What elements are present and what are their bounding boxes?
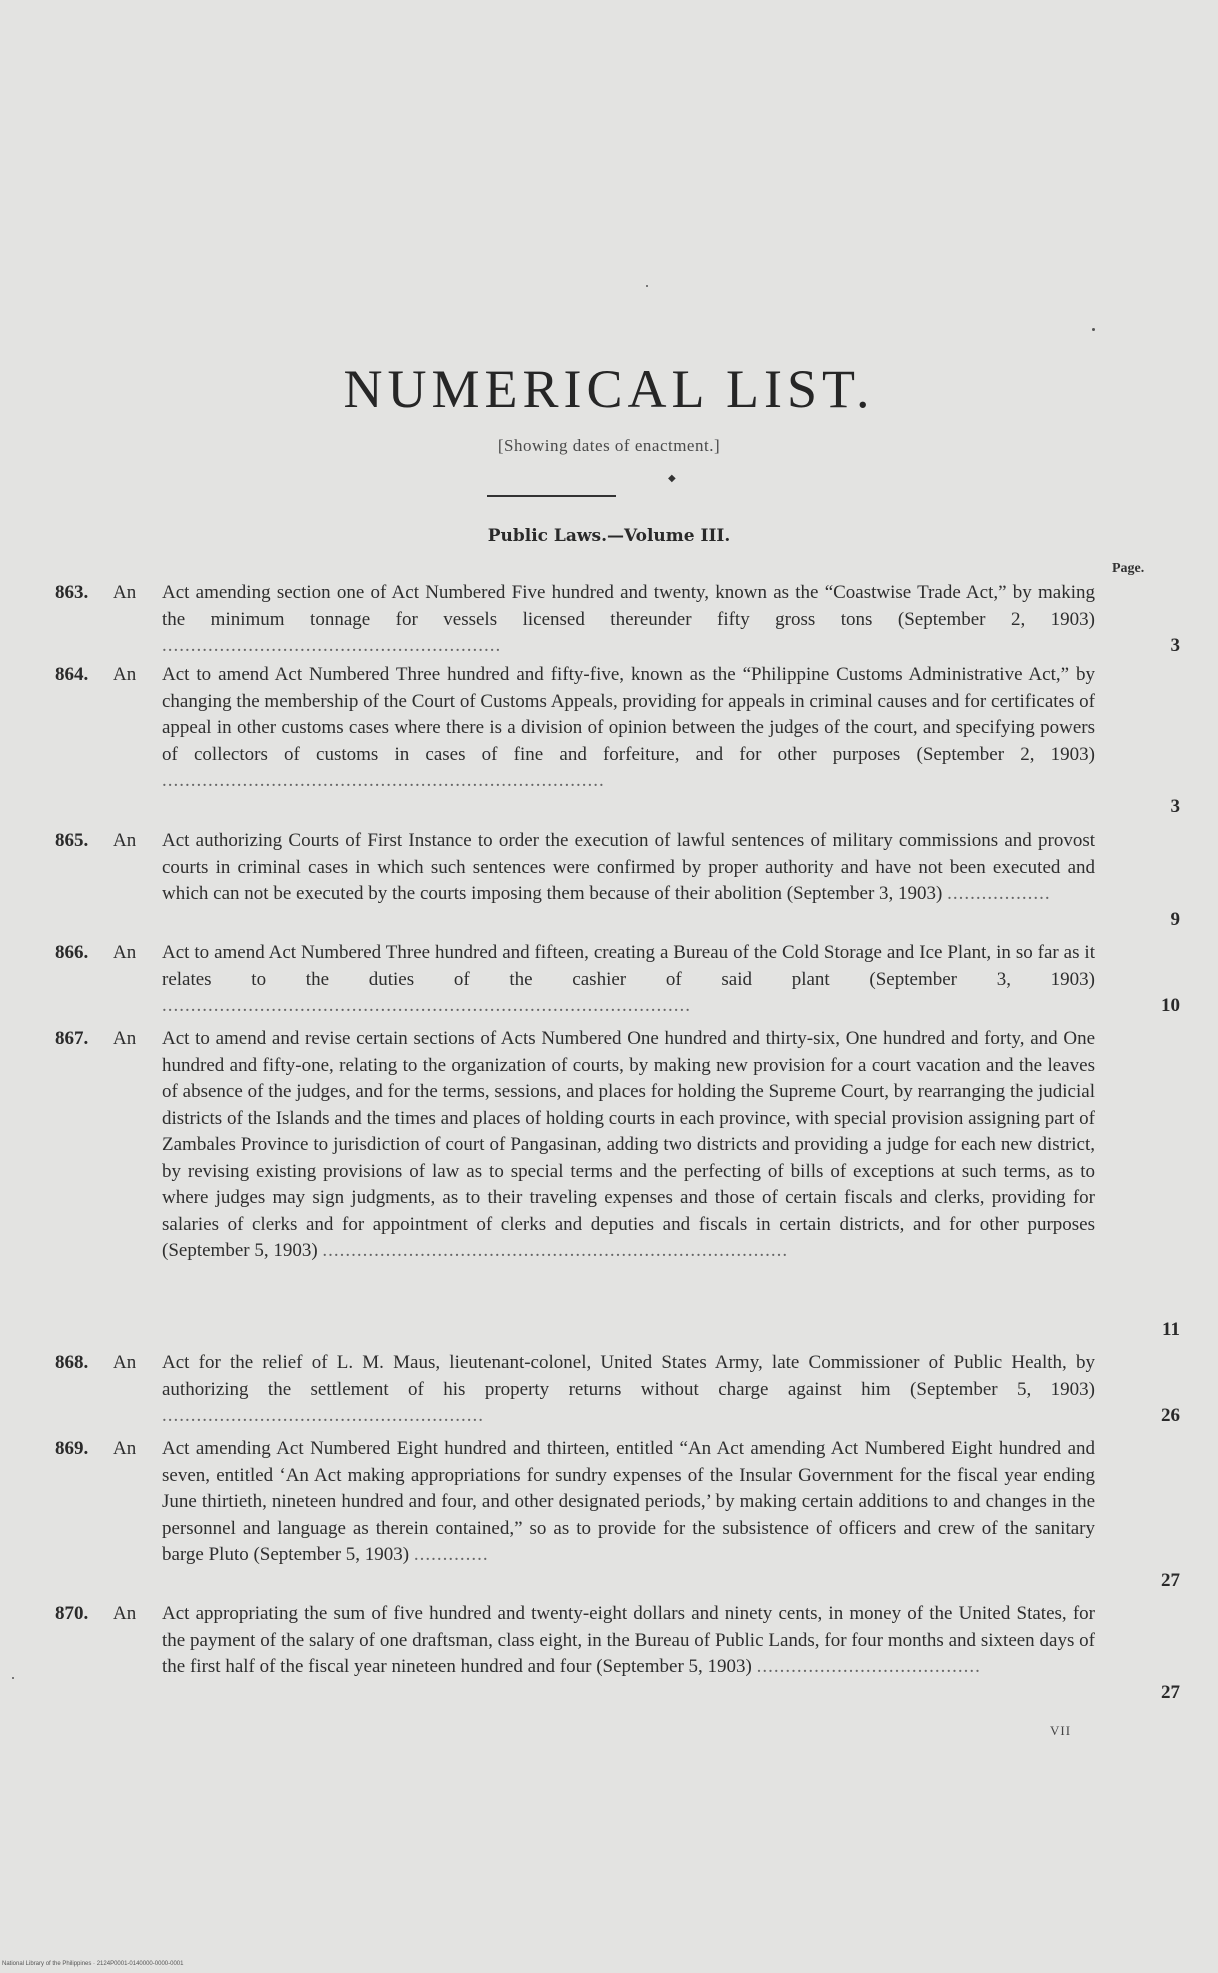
section-heading: Public Laws.—Volume III. [487, 526, 731, 546]
ornament-mark: ◆ [668, 473, 676, 484]
act-description: Act to amend and revise certain sections of Acts Numbered One hundred and thirty-six, One hundred and forty, and One hundred and fifty-one, relating to the organization of courts, by making new provision for a court vacation and the leaves of absence of the judges, and for the terms, sessions, and places for holding the Supreme Court, by rearranging the judicial districts of the Islands and the times and places of holding courts in each province, with special provision assigning part of Zambales Province to jurisdiction of court of Pangasinan, adding two districts and providing a judge for each new district, by revising existing provisions of law as to special terms and the perfecting of bills of exceptions at such terms, as to where judges may sign judgments, as to their traveling expenses and those of certain fiscals and clerks, providing for salaries of clerks and for appointment of clerks and deputies and fiscals in certain districts, and for other purposes (September 5, 1903) ................................................................................. [162, 1028, 1095, 1261]
divider-rule [487, 495, 616, 497]
footer-credit: National Library of the Philippines · 2124P0001-0140000-0000-0001 [2, 1961, 184, 1967]
act-lead-word: An [113, 830, 137, 851]
act-number: 863. [55, 582, 89, 603]
act-lead-word: An [113, 1603, 137, 1624]
scan-speck [1092, 328, 1095, 331]
page-column-label: Page. [1112, 561, 1145, 576]
page-number: 26 [1161, 1405, 1180, 1426]
folio-number: VII [1050, 1723, 1072, 1738]
page-number: 27 [1161, 1682, 1180, 1703]
act-number: 868. [55, 1352, 89, 1373]
page-number: 3 [1170, 635, 1180, 656]
page-number: 11 [1162, 1319, 1180, 1340]
act-number: 869. [55, 1438, 89, 1459]
act-description: Act amending section one of Act Numbered Five hundred and twenty, known as the “Coastwise Trade Act,” by making the minimum tonnage for vessels licensed thereunder fifty gross tons (September 2, 1903) ........................................................... [162, 582, 1095, 656]
act-description: Act authorizing Courts of First Instance to order the execution of lawful sentences of military commissions and provost courts in criminal cases in which such sentences were confirmed by proper authority and have not been executed and which can not be executed by the courts imposing them because of their abolition (September 3, 1903) .................. [162, 830, 1095, 904]
act-lead-word: An [113, 582, 137, 603]
act-lead-word: An [113, 1352, 137, 1373]
act-lead-word: An [113, 1438, 137, 1459]
act-description: Act appropriating the sum of five hundred and twenty-eight dollars and ninety cents, in money of the United States, for the payment of the salary of one draftsman, class eight, in the Bureau of Public Lands, for four months and sixteen days of the first half of the fiscal year nineteen hundred and four (September 5, 1903) ....................................... [162, 1603, 1095, 1677]
scan-speck [12, 1677, 14, 1679]
page-number: 10 [1161, 995, 1180, 1016]
act-number: 864. [55, 664, 89, 685]
act-description: Act to amend Act Numbered Three hundred and fifteen, creating a Bureau of the Cold Storage and Ice Plant, in so far as it relates to the duties of the cashier of said plant (September 3, 1903) ............................................................................................ [162, 942, 1095, 1016]
page-title: NUMERICAL LIST. [343, 359, 875, 419]
page-number: 27 [1161, 1570, 1180, 1591]
act-description: Act amending Act Numbered Eight hundred and thirteen, entitled “An Act amending Act Numbered Eight hundred and seven, entitled ‘An Act making appropriations for sundry expenses of the Insular Government for the fiscal year ending June thirtieth, nineteen hundred and four, and other designated periods,’ by making certain additions to and changes in the personnel and language as therein contained,” so as to provide for the subsistence of officers and crew of the sanitary barge Pluto (September 5, 1903) ............. [162, 1438, 1095, 1565]
act-description: Act for the relief of L. M. Maus, lieutenant-colonel, United States Army, late Commissioner of Public Health, by authorizing the settlement of his property returns without charge against him (September 5, 1903) ........................................................ [162, 1352, 1095, 1426]
scan-speck [646, 285, 648, 287]
act-lead-word: An [113, 1028, 137, 1049]
page-number: 3 [1170, 796, 1180, 817]
act-number: 870. [55, 1603, 89, 1624]
act-lead-word: An [113, 942, 137, 963]
act-number: 865. [55, 830, 89, 851]
act-lead-word: An [113, 664, 137, 685]
page-subtitle: [Showing dates of enactment.] [497, 436, 721, 455]
page-number: 9 [1170, 909, 1180, 930]
act-number: 866. [55, 942, 89, 963]
act-number: 867. [55, 1028, 89, 1049]
act-description: Act to amend Act Numbered Three hundred and fifty-five, known as the “Philippine Customs Administrative Act,” by changing the membership of the Court of Customs Appeals, providing for appeals in criminal causes and for certificates of appeal in other customs cases where there is a division of opinion between the judges of the court, and specifying powers of collectors of customs in cases of fine and forfeiture, and for other purposes (September 2, 1903) ............................................................................. [162, 664, 1095, 791]
